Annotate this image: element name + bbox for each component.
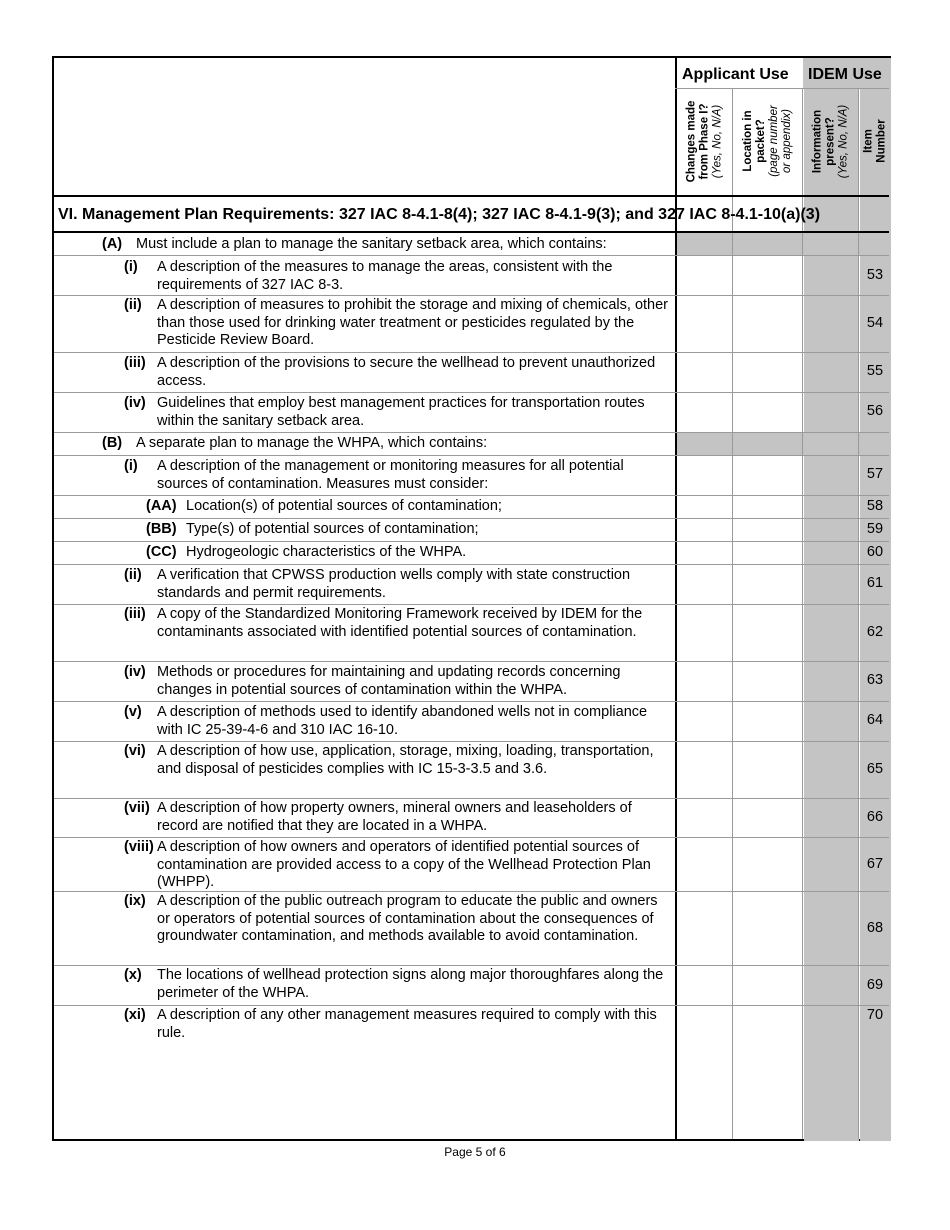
item-label: (ii) [124,567,142,583]
item-label: (i) [124,458,138,474]
item-number: 62 [866,624,884,640]
column-header-changes: Changes made from Phase I? (Yes, No, N/A) [685,100,723,182]
column-header-info-present: Information present? (Yes, No, N/A) [811,104,850,178]
item-label: (iv) [124,395,146,411]
item-text: A description of how property owners, mineral owners and leaseholders of record are notified that they are located in a WHPA. [157,800,632,834]
group-text: A separate plan to manage the WHPA, which contains: [136,435,488,451]
item-text: A verification that CPWSS production wells comply with state construction standards and permit requirements. [157,567,631,601]
group-label: (A) [102,236,123,252]
column-header-location: Location in packet? (page number or appendix) [742,105,794,177]
item-text: Type(s) of potential sources of contamination; [186,521,479,537]
item-number: 60 [866,544,884,560]
item-text: A description of the public outreach program to educate the public and owners or operators of potential sources of contamination about the consequences of groundwater contamination, and methods available to avoid contamination. [157,893,658,944]
item-number: 58 [866,498,884,514]
item-text: A description of the measures to manage the areas, consistent with the requirements of 327 IAC 8-3. [157,259,613,293]
item-label: (viii) [124,839,154,855]
checklist-form [52,56,891,1141]
item-number: 56 [866,403,884,419]
item-label: (i) [124,259,138,275]
item-label: (vi) [124,743,146,759]
applicant-use-header: Applicant Use [682,66,789,83]
item-label: (CC) [146,544,177,560]
item-label: (AA) [146,498,177,514]
item-number: 61 [866,575,884,591]
item-text: A description of how use, application, storage, mixing, loading, transportation, and disposal of pesticides complies with IC 15-3-3.5 and 3.6. [157,743,654,777]
item-text: Hydrogeologic characteristics of the WHPA. [186,544,467,560]
item-label: (x) [124,967,142,983]
page-footer: Page 5 of 6 [444,1145,506,1159]
item-number: 54 [866,315,884,331]
item-label: (ix) [124,893,146,909]
item-text: A copy of the Standardized Monitoring Framework received by IDEM for the contaminants associated with identified potential sources of contamination. [157,606,643,640]
item-number: 67 [866,856,884,872]
item-number: 65 [866,761,884,777]
item-text: A description of the management or monitoring measures for all potential sources of contamination. Measures must consider: [157,458,624,492]
column-header-item-number: Item Number [862,119,888,163]
idem-use-header: IDEM Use [808,66,882,83]
item-label: (BB) [146,521,177,537]
item-text: A description of methods used to identify abandoned wells not in compliance with IC 25-39-4-6 and 310 IAC 16-10. [157,704,648,738]
section-title: VI. Management Plan Requirements: 327 IAC 8-4.1-8(4); 327 IAC 8-4.1-9(3); and 327 IAC 8-4.1-10(a)(3) [58,206,821,223]
item-number: 68 [866,920,884,936]
item-number: 55 [866,363,884,379]
item-label: (iii) [124,355,146,371]
item-text: A description of how owners and operators of identified potential sources of contamination are provided access to a copy of the Wellhead Protection Plan (WHPP). [157,839,651,890]
item-text: The locations of wellhead protection signs along major thoroughfares along the perimeter of the WHPA. [157,967,664,1001]
item-number: 53 [866,267,884,283]
group-text: Must include a plan to manage the sanitary setback area, which contains: [136,236,607,252]
item-label: (ii) [124,297,142,313]
item-number: 70 [866,1007,884,1023]
item-text: Guidelines that employ best management practices for transportation routes within the sanitary setback area. [157,395,645,429]
item-label: (iv) [124,664,146,680]
item-number: 59 [866,521,884,537]
item-text: A description of any other management measures required to comply with this rule. [157,1007,657,1041]
item-text: Methods or procedures for maintaining and updating records concerning changes in potential sources of contamination within the WHPA. [157,664,621,698]
item-number: 69 [866,977,884,993]
item-label: (v) [124,704,142,720]
item-number: 64 [866,712,884,728]
item-label: (xi) [124,1007,146,1023]
item-text: A description of the provisions to secure the wellhead to prevent unauthorized access. [157,355,656,389]
item-text: Location(s) of potential sources of contamination; [186,498,502,514]
group-label: (B) [102,435,123,451]
item-number: 63 [866,672,884,688]
item-label: (vii) [124,800,150,816]
item-number: 57 [866,466,884,482]
item-number: 66 [866,809,884,825]
item-text: A description of measures to prohibit the storage and mixing of chemicals, other than those used for drinking water treatment or pesticides regulated by the Pesticide Review Board. [157,297,668,348]
item-label: (iii) [124,606,146,622]
